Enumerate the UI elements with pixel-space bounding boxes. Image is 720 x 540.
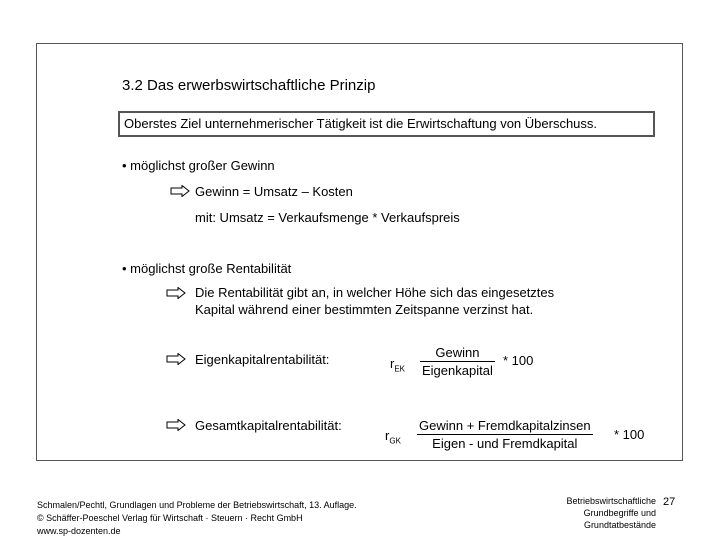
ek-fraction — [420, 345, 495, 378]
footer-chapter-line3: Grundtatbestände — [583, 520, 656, 530]
footer-citation-line3: www.sp-dozenten.de — [37, 526, 121, 536]
gk-subscript: GK — [389, 436, 401, 446]
umsatz-formula: mit: Umsatz = Verkaufsmenge * Verkaufspreis — [195, 210, 460, 225]
rentabilitaet-description-1: Die Rentabilität gibt an, in welcher Höhe sich das eingesetztes — [195, 285, 555, 300]
gewinn-formula: Gewinn = Umsatz – Kosten — [195, 184, 353, 199]
highlight-box: Oberstes Ziel unternehmerischer Tätigkeit ist die Erwirtschaftung von Überschuss. — [118, 111, 655, 137]
ek-symbol — [390, 356, 405, 374]
bullet-gewinn: • möglichst großer Gewinn — [122, 158, 275, 173]
gk-numerator: Gewinn + Fremdkapitalzinsen — [419, 418, 591, 433]
footer-citation-line1: Schmalen/Pechtl, Grundlagen und Probleme der Betriebswirtschaft, 13. Auflage. — [37, 500, 357, 510]
ek-label: Eigenkapitalrentabilität: — [195, 352, 330, 367]
right-arrow-icon — [170, 185, 190, 197]
gk-symbol — [385, 428, 401, 446]
rentabilitaet-description-2: Kapital während einer bestimmten Zeitspanne verzinst hat. — [195, 302, 534, 317]
ek-numerator: Gewinn — [435, 345, 480, 360]
page-number: 27 — [663, 496, 676, 508]
gk-fraction — [417, 418, 593, 451]
slide-frame — [36, 43, 683, 461]
footer-citation-line2: © Schäffer-Poeschel Verlag für Wirtschaft · Steuern · Recht GmbH — [37, 513, 303, 523]
slide-title: 3.2 Das erwerbswirtschaftliche Prinzip — [122, 77, 376, 94]
footer-chapter — [540, 495, 656, 531]
gk-symbol-r: r — [385, 428, 390, 443]
footer-chapter-line2: Grundbegriffe und — [583, 508, 656, 518]
footer-chapter-line1: Betriebswirtschaftliche — [566, 496, 656, 506]
ek-denominator: Eigenkapital — [422, 363, 493, 378]
right-arrow-icon — [166, 419, 186, 431]
gk-label: Gesamtkapitalrentabilität: — [195, 418, 342, 433]
ek-subscript: EK — [394, 364, 406, 374]
ek-symbol-r: r — [390, 356, 395, 371]
gk-denominator: Eigen - und Fremdkapital — [417, 434, 593, 451]
bullet-rentabilitaet: • möglichst große Rentabilität — [122, 261, 292, 276]
right-arrow-icon — [166, 287, 186, 299]
footer-citation — [37, 499, 357, 538]
gk-multiplier: * 100 — [614, 427, 645, 442]
right-arrow-icon — [166, 353, 186, 365]
ek-multiplier: * 100 — [503, 353, 534, 368]
